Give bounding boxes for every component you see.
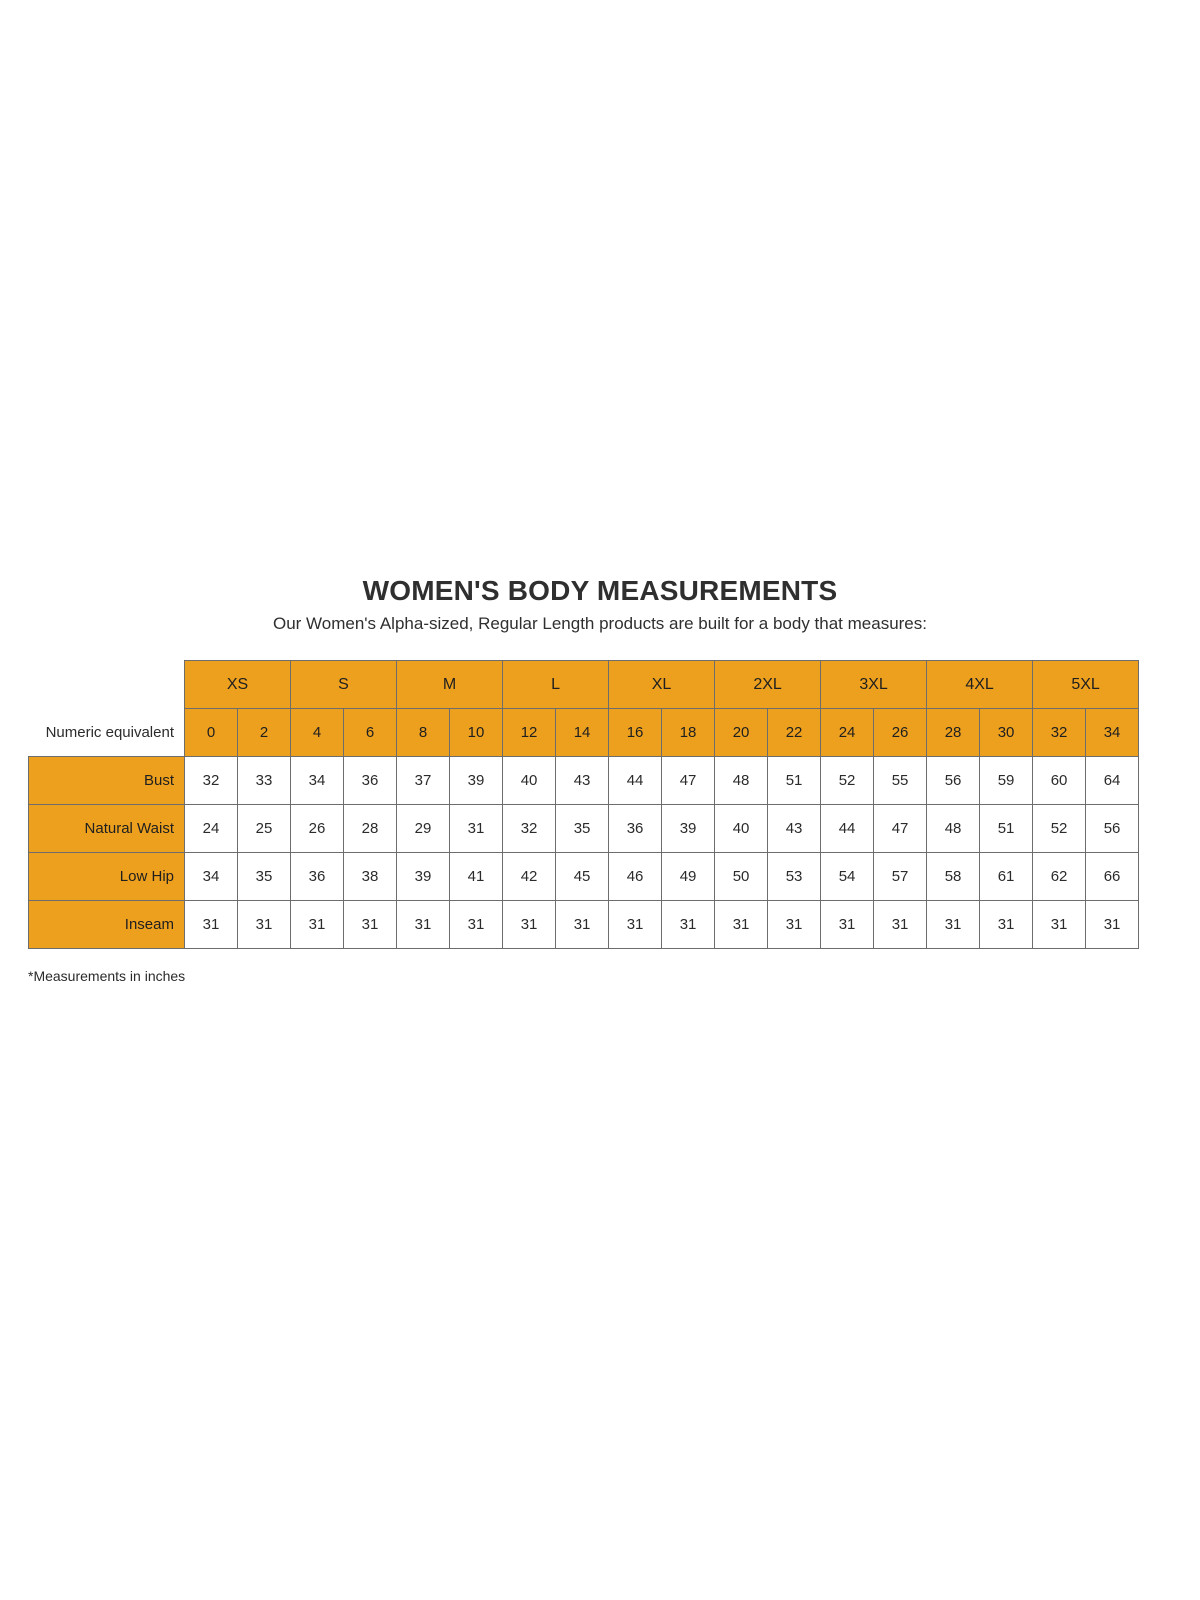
measurement-cell: 47 [662, 757, 715, 805]
measurement-cell: 61 [980, 853, 1033, 901]
measurement-cell: 56 [1086, 805, 1139, 853]
numeric-equivalent-cell: 34 [1086, 709, 1139, 757]
table-head [29, 661, 1139, 757]
measurement-cell: 31 [1086, 901, 1139, 949]
size-header-cell: L [503, 661, 609, 709]
size-header-cell: 5XL [1033, 661, 1139, 709]
measurement-cell: 59 [980, 757, 1033, 805]
table-body [29, 757, 1139, 949]
numeric-equivalent-cell: 8 [397, 709, 450, 757]
measurement-cell: 31 [609, 901, 662, 949]
numeric-equivalent-cell: 26 [874, 709, 927, 757]
measurement-cell: 36 [291, 853, 344, 901]
table-row [29, 757, 1139, 805]
page-title: WOMEN'S BODY MEASUREMENTS [362, 575, 838, 606]
measurement-row-label: Inseam [29, 901, 185, 949]
measurement-cell: 56 [927, 757, 980, 805]
measurement-cell: 34 [291, 757, 344, 805]
measurement-cell: 43 [556, 757, 609, 805]
measurement-cell: 43 [768, 805, 821, 853]
table-row [29, 805, 1139, 853]
numeric-equivalent-cell: 32 [1033, 709, 1086, 757]
numeric-equivalent-cell: 22 [768, 709, 821, 757]
size-header-cell: M [397, 661, 503, 709]
size-header-cell: 2XL [715, 661, 821, 709]
measurement-cell: 35 [238, 853, 291, 901]
measurement-cell: 36 [609, 805, 662, 853]
measurement-cell: 51 [768, 757, 821, 805]
measurement-cell: 52 [821, 757, 874, 805]
numeric-equivalent-cell: 14 [556, 709, 609, 757]
numeric-equivalent-cell: 12 [503, 709, 556, 757]
measurement-cell: 31 [980, 901, 1033, 949]
measurement-cell: 52 [1033, 805, 1086, 853]
table-row [29, 901, 1139, 949]
measurement-cell: 58 [927, 853, 980, 901]
measurement-cell: 31 [874, 901, 927, 949]
measurement-cell: 64 [1086, 757, 1139, 805]
measurement-cell: 31 [503, 901, 556, 949]
measurement-cell: 31 [556, 901, 609, 949]
measurement-cell: 31 [344, 901, 397, 949]
measurement-cell: 48 [927, 805, 980, 853]
measurement-cell: 54 [821, 853, 874, 901]
measurement-cell: 32 [185, 757, 238, 805]
measurement-cell: 44 [821, 805, 874, 853]
numeric-equivalent-cell: 30 [980, 709, 1033, 757]
measurement-cell: 41 [450, 853, 503, 901]
numeric-equivalent-cell: 6 [344, 709, 397, 757]
measurement-cell: 35 [556, 805, 609, 853]
measurement-row-label: Low Hip [29, 853, 185, 901]
numeric-equivalent-label: Numeric equivalent [29, 709, 185, 757]
measurements-table [28, 660, 1139, 949]
measurement-cell: 31 [397, 901, 450, 949]
measurement-cell: 31 [291, 901, 344, 949]
footnote: *Measurements in inches [28, 968, 186, 984]
measurement-cell: 66 [1086, 853, 1139, 901]
measurement-cell: 26 [291, 805, 344, 853]
numeric-equivalent-cell: 10 [450, 709, 503, 757]
size-header-cell: 4XL [927, 661, 1033, 709]
measurement-cell: 33 [238, 757, 291, 805]
measurement-cell: 32 [503, 805, 556, 853]
measurement-cell: 31 [768, 901, 821, 949]
measurement-cell: 25 [238, 805, 291, 853]
measurement-cell: 38 [344, 853, 397, 901]
measurement-cell: 50 [715, 853, 768, 901]
measurement-cell: 49 [662, 853, 715, 901]
measurement-cell: 47 [874, 805, 927, 853]
alpha-size-header-row [29, 661, 1139, 709]
numeric-equivalent-cell: 0 [185, 709, 238, 757]
measurement-cell: 57 [874, 853, 927, 901]
page-subtitle: Our Women's Alpha-sized, Regular Length products are built for a body that measures: [272, 614, 927, 633]
numeric-equivalent-cell: 4 [291, 709, 344, 757]
measurement-cell: 34 [185, 853, 238, 901]
table-row [29, 853, 1139, 901]
size-header-cell: 3XL [821, 661, 927, 709]
measurement-cell: 55 [874, 757, 927, 805]
measurement-cell: 31 [450, 901, 503, 949]
measurement-cell: 48 [715, 757, 768, 805]
measurements-table-wrapper [28, 660, 1134, 949]
measurement-cell: 31 [450, 805, 503, 853]
measurement-row-label: Bust [29, 757, 185, 805]
measurement-cell: 53 [768, 853, 821, 901]
measurement-cell: 31 [662, 901, 715, 949]
measurement-cell: 37 [397, 757, 450, 805]
measurement-cell: 31 [238, 901, 291, 949]
measurement-cell: 36 [344, 757, 397, 805]
numeric-equivalent-cell: 16 [609, 709, 662, 757]
measurement-cell: 28 [344, 805, 397, 853]
numeric-equivalent-cell: 28 [927, 709, 980, 757]
measurement-cell: 62 [1033, 853, 1086, 901]
numeric-equivalent-row [29, 709, 1139, 757]
measurement-cell: 24 [185, 805, 238, 853]
title-block [0, 574, 1200, 636]
numeric-equivalent-cell: 2 [238, 709, 291, 757]
measurement-row-label: Natural Waist [29, 805, 185, 853]
measurement-cell: 31 [715, 901, 768, 949]
measurement-cell: 42 [503, 853, 556, 901]
measurement-cell: 51 [980, 805, 1033, 853]
size-header-cell: XS [185, 661, 291, 709]
size-header-cell: XL [609, 661, 715, 709]
measurement-cell: 31 [927, 901, 980, 949]
measurement-cell: 29 [397, 805, 450, 853]
measurement-cell: 40 [503, 757, 556, 805]
numeric-equivalent-cell: 18 [662, 709, 715, 757]
measurement-cell: 31 [185, 901, 238, 949]
measurement-cell: 39 [397, 853, 450, 901]
measurement-cell: 39 [662, 805, 715, 853]
measurement-cell: 40 [715, 805, 768, 853]
measurement-cell: 60 [1033, 757, 1086, 805]
measurement-cell: 31 [821, 901, 874, 949]
numeric-equivalent-cell: 24 [821, 709, 874, 757]
measurement-cell: 45 [556, 853, 609, 901]
measurement-cell: 31 [1033, 901, 1086, 949]
measurement-cell: 44 [609, 757, 662, 805]
size-header-cell: S [291, 661, 397, 709]
measurement-cell: 39 [450, 757, 503, 805]
header-corner-blank [29, 661, 185, 709]
measurement-cell: 46 [609, 853, 662, 901]
numeric-equivalent-cell: 20 [715, 709, 768, 757]
